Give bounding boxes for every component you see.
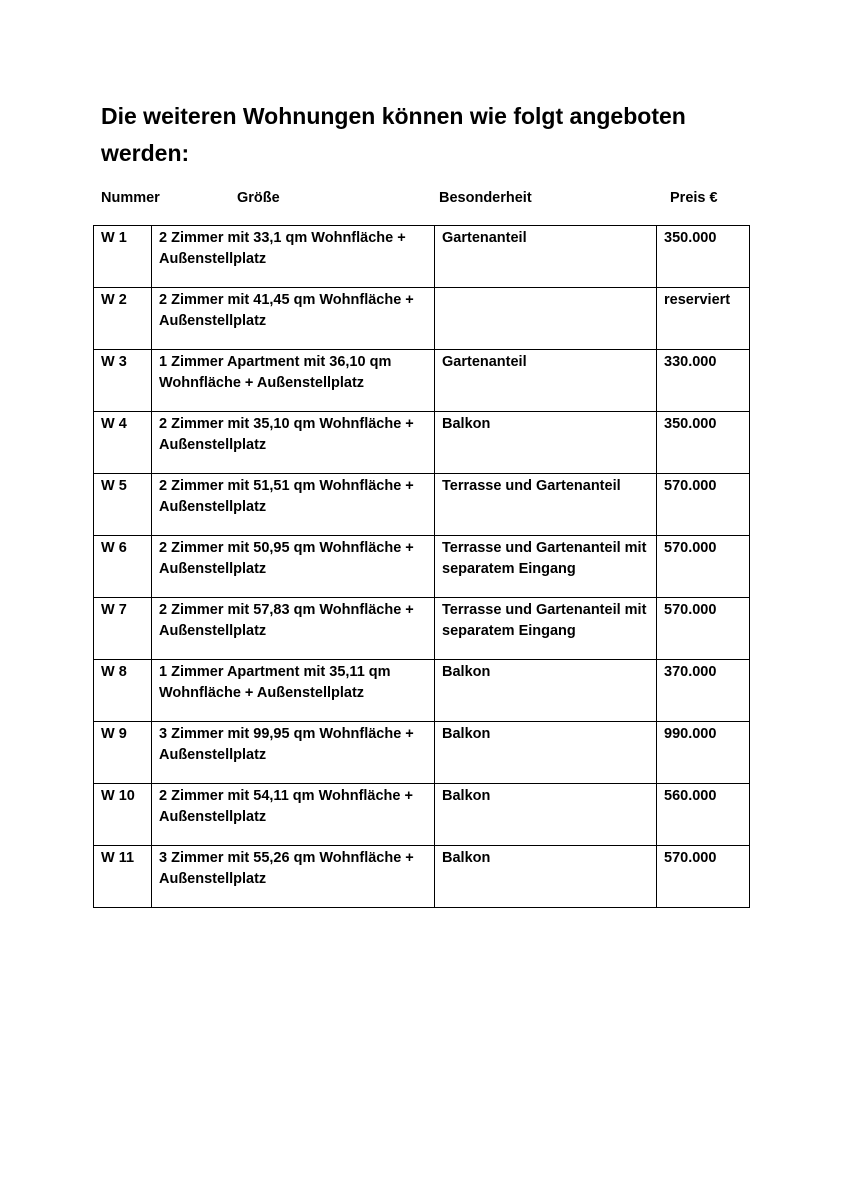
cell-preis: 350.000: [657, 226, 750, 288]
cell-preis: 350.000: [657, 412, 750, 474]
table-row: [94, 288, 750, 350]
cell-besonderheit: Balkon: [435, 722, 657, 784]
table-row: [94, 784, 750, 846]
cell-besonderheit: Terrasse und Gartenanteil mit separatem Eingang: [435, 598, 657, 660]
cell-nummer: W 6: [94, 536, 152, 598]
cell-besonderheit: Balkon: [435, 784, 657, 846]
cell-nummer: W 3: [94, 350, 152, 412]
cell-groesse: 2 Zimmer mit 50,95 qm Wohnfläche + Außenstellplatz: [152, 536, 435, 598]
cell-groesse: 3 Zimmer mit 99,95 qm Wohnfläche + Außenstellplatz: [152, 722, 435, 784]
table-row: [94, 660, 750, 722]
cell-groesse: 3 Zimmer mit 55,26 qm Wohnfläche + Außenstellplatz: [152, 846, 435, 908]
table-row: [94, 350, 750, 412]
cell-nummer: W 2: [94, 288, 152, 350]
cell-groesse: 1 Zimmer Apartment mit 35,11 qm Wohnfläche + Außenstellplatz: [152, 660, 435, 722]
column-header-besonderheit: Besonderheit: [439, 190, 532, 206]
apartment-table: [93, 225, 750, 908]
cell-nummer: W 7: [94, 598, 152, 660]
cell-besonderheit: Gartenanteil: [435, 350, 657, 412]
table-row: [94, 598, 750, 660]
cell-preis: 570.000: [657, 598, 750, 660]
cell-preis: reserviert: [657, 288, 750, 350]
cell-nummer: W 11: [94, 846, 152, 908]
table-row: [94, 412, 750, 474]
cell-nummer: W 4: [94, 412, 152, 474]
cell-besonderheit: Gartenanteil: [435, 226, 657, 288]
page-title: Die weiteren Wohnungen können wie folgt angeboten werden:: [101, 103, 686, 166]
cell-preis: 990.000: [657, 722, 750, 784]
cell-nummer: W 8: [94, 660, 152, 722]
cell-preis: 570.000: [657, 474, 750, 536]
cell-preis: 570.000: [657, 536, 750, 598]
cell-groesse: 2 Zimmer mit 51,51 qm Wohnfläche + Außenstellplatz: [152, 474, 435, 536]
cell-nummer: W 9: [94, 722, 152, 784]
cell-groesse: 1 Zimmer Apartment mit 36,10 qm Wohnfläche + Außenstellplatz: [152, 350, 435, 412]
cell-preis: 370.000: [657, 660, 750, 722]
table-row: [94, 722, 750, 784]
table-row: [94, 226, 750, 288]
cell-groesse: 2 Zimmer mit 54,11 qm Wohnfläche + Außenstellplatz: [152, 784, 435, 846]
apartment-table-body: [94, 226, 750, 908]
column-header-preis: Preis €: [670, 190, 718, 206]
cell-groesse: 2 Zimmer mit 57,83 qm Wohnfläche + Außenstellplatz: [152, 598, 435, 660]
table-row: [94, 474, 750, 536]
cell-groesse: 2 Zimmer mit 33,1 qm Wohnfläche + Außenstellplatz: [152, 226, 435, 288]
cell-nummer: W 10: [94, 784, 152, 846]
column-header-groesse: Größe: [237, 190, 280, 206]
cell-preis: 330.000: [657, 350, 750, 412]
cell-preis: 560.000: [657, 784, 750, 846]
cell-besonderheit: Balkon: [435, 660, 657, 722]
cell-besonderheit: [435, 288, 657, 350]
column-header-nummer: Nummer: [101, 190, 160, 206]
table-row: [94, 846, 750, 908]
cell-nummer: W 1: [94, 226, 152, 288]
cell-besonderheit: Balkon: [435, 412, 657, 474]
cell-groesse: 2 Zimmer mit 35,10 qm Wohnfläche + Außenstellplatz: [152, 412, 435, 474]
cell-nummer: W 5: [94, 474, 152, 536]
cell-besonderheit: Terrasse und Gartenanteil: [435, 474, 657, 536]
cell-besonderheit: Terrasse und Gartenanteil mit separatem Eingang: [435, 536, 657, 598]
cell-groesse: 2 Zimmer mit 41,45 qm Wohnfläche + Außenstellplatz: [152, 288, 435, 350]
cell-besonderheit: Balkon: [435, 846, 657, 908]
table-row: [94, 536, 750, 598]
cell-preis: 570.000: [657, 846, 750, 908]
